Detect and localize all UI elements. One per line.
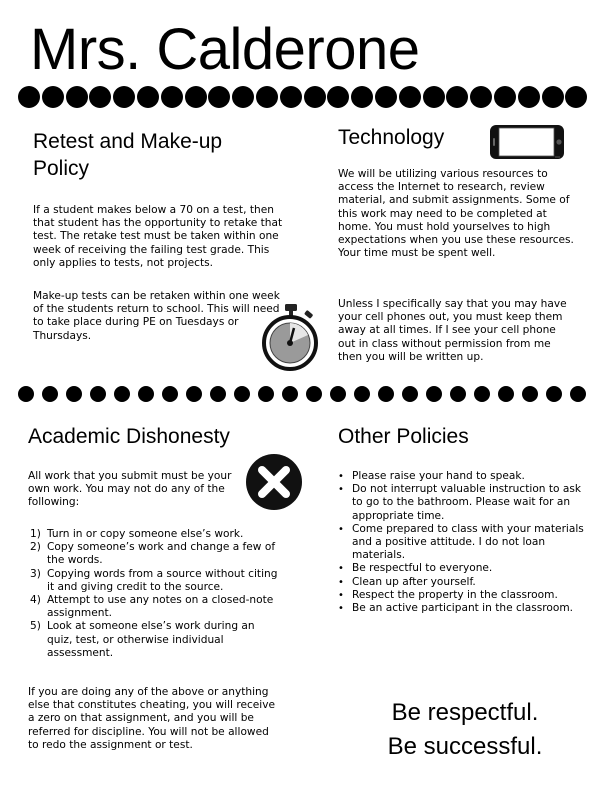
divider-dot bbox=[354, 386, 370, 402]
divider-dot bbox=[423, 86, 445, 108]
list-item: • Clean up after yourself. bbox=[338, 576, 588, 589]
top-dot-divider bbox=[18, 86, 589, 110]
motto-line-1: Be respectful. bbox=[391, 699, 539, 726]
divider-dot bbox=[90, 386, 106, 402]
divider-dot bbox=[66, 386, 82, 402]
divider-dot bbox=[138, 386, 154, 402]
divider-dot bbox=[518, 86, 540, 108]
other-policies-list bbox=[338, 470, 588, 615]
list-item: • Please raise your hand to speak. bbox=[338, 470, 588, 483]
dishonesty-list bbox=[30, 528, 280, 660]
retest-paragraph-2: Make-up tests can be retaken within one week of the students return to school. This will need to take place during PE on Tuesdays or Thursdays. bbox=[33, 290, 280, 342]
divider-dot bbox=[494, 86, 516, 108]
divider-dot bbox=[210, 386, 226, 402]
divider-dot bbox=[327, 86, 349, 108]
divider-dot bbox=[450, 386, 466, 402]
list-item: 5) Look at someone else’s work during an quiz, test, or otherwise individual assessment. bbox=[30, 620, 255, 659]
divider-dot bbox=[280, 86, 302, 108]
divider-dot bbox=[162, 386, 178, 402]
dishonesty-heading: Academic Dishonesty bbox=[28, 425, 230, 448]
divider-dot bbox=[89, 86, 111, 108]
list-item: • Do not interrupt valuable instruction to ask to go to the bathroom. Please wait for an appropriate time. bbox=[338, 483, 588, 523]
list-item: 2) Copy someone’s work and change a few of the words. bbox=[30, 541, 276, 567]
divider-dot bbox=[470, 86, 492, 108]
phone-icon bbox=[489, 124, 565, 160]
divider-dot bbox=[330, 386, 346, 402]
divider-dot bbox=[402, 386, 418, 402]
divider-dot bbox=[258, 386, 274, 402]
divider-dot bbox=[375, 86, 397, 108]
divider-dot bbox=[232, 86, 254, 108]
divider-dot bbox=[161, 86, 183, 108]
divider-dot bbox=[185, 86, 207, 108]
other-policies-heading: Other Policies bbox=[338, 425, 469, 448]
divider-dot bbox=[42, 86, 64, 108]
middle-dot-divider bbox=[18, 386, 594, 404]
divider-dot bbox=[351, 86, 373, 108]
list-item: 3) Copying words from a source without citing it and giving credit to the source. bbox=[30, 567, 278, 593]
divider-dot bbox=[208, 86, 230, 108]
stopwatch-icon bbox=[260, 302, 320, 372]
dishonesty-intro: All work that you submit must be your own work. You may not do any of the following: bbox=[28, 470, 232, 509]
divider-dot bbox=[399, 86, 421, 108]
motto-line-2: Be successful. bbox=[387, 733, 543, 760]
divider-dot bbox=[186, 386, 202, 402]
page-title: Mrs. Calderone bbox=[30, 17, 420, 82]
divider-dot bbox=[474, 386, 490, 402]
divider-dot bbox=[114, 386, 130, 402]
divider-dot bbox=[18, 86, 40, 108]
dishonesty-closing: If you are doing any of the above or anything else that constitutes cheating, you will receive a zero on that assignment, and you will be referred for discipline. You will not be allowed to redo the assignment or test. bbox=[28, 686, 276, 751]
list-item: • Be respectful to everyone. bbox=[338, 562, 588, 575]
list-item: • Come prepared to class with your materials and a positive attitude. I do not loan materials. bbox=[338, 523, 588, 563]
divider-dot bbox=[498, 386, 514, 402]
divider-dot bbox=[66, 86, 88, 108]
motto bbox=[360, 696, 570, 764]
list-item: • Respect the property in the classroom. bbox=[338, 589, 588, 602]
divider-dot bbox=[570, 386, 586, 402]
divider-dot bbox=[426, 386, 442, 402]
divider-dot bbox=[113, 86, 135, 108]
divider-dot bbox=[18, 386, 34, 402]
list-item: 1) Turn in or copy someone else’s work. bbox=[30, 528, 244, 540]
retest-heading: Retest and Make-up Policy bbox=[33, 130, 223, 180]
divider-dot bbox=[378, 386, 394, 402]
divider-dot bbox=[542, 86, 564, 108]
divider-dot bbox=[137, 86, 159, 108]
divider-dot bbox=[306, 386, 322, 402]
divider-dot bbox=[282, 386, 298, 402]
technology-heading: Technology bbox=[338, 126, 445, 149]
divider-dot bbox=[446, 86, 468, 108]
divider-dot bbox=[522, 386, 538, 402]
list-item: 4) Attempt to use any notes on a closed-note assignment. bbox=[30, 594, 274, 620]
retest-paragraph-1: If a student makes below a 70 on a test, then that student has the opportunity to retake that test. The retake test must be taken within one week of receiving the failing test grade. This only applies to tests, not projects. bbox=[33, 204, 283, 269]
technology-paragraph-2: Unless I specifically say that you may have your cell phones out, you must keep them away at all times. If I see your cell phone out in class without permission from me then you will be written up. bbox=[338, 298, 567, 363]
list-item: • Be an active participant in the classroom. bbox=[338, 602, 588, 615]
divider-dot bbox=[42, 386, 58, 402]
divider-dot bbox=[304, 86, 326, 108]
technology-paragraph-1: We will be utilizing various resources to access the Internet to research, review material, and submit assignments. Some of this work may need to be completed at home. You must hold yourselves to high expectations when you use these resources. Your time must be spent well. bbox=[338, 168, 574, 260]
divider-dot bbox=[256, 86, 278, 108]
divider-dot bbox=[546, 386, 562, 402]
divider-dot bbox=[234, 386, 250, 402]
divider-dot bbox=[565, 86, 587, 108]
x-circle-icon bbox=[244, 452, 304, 512]
